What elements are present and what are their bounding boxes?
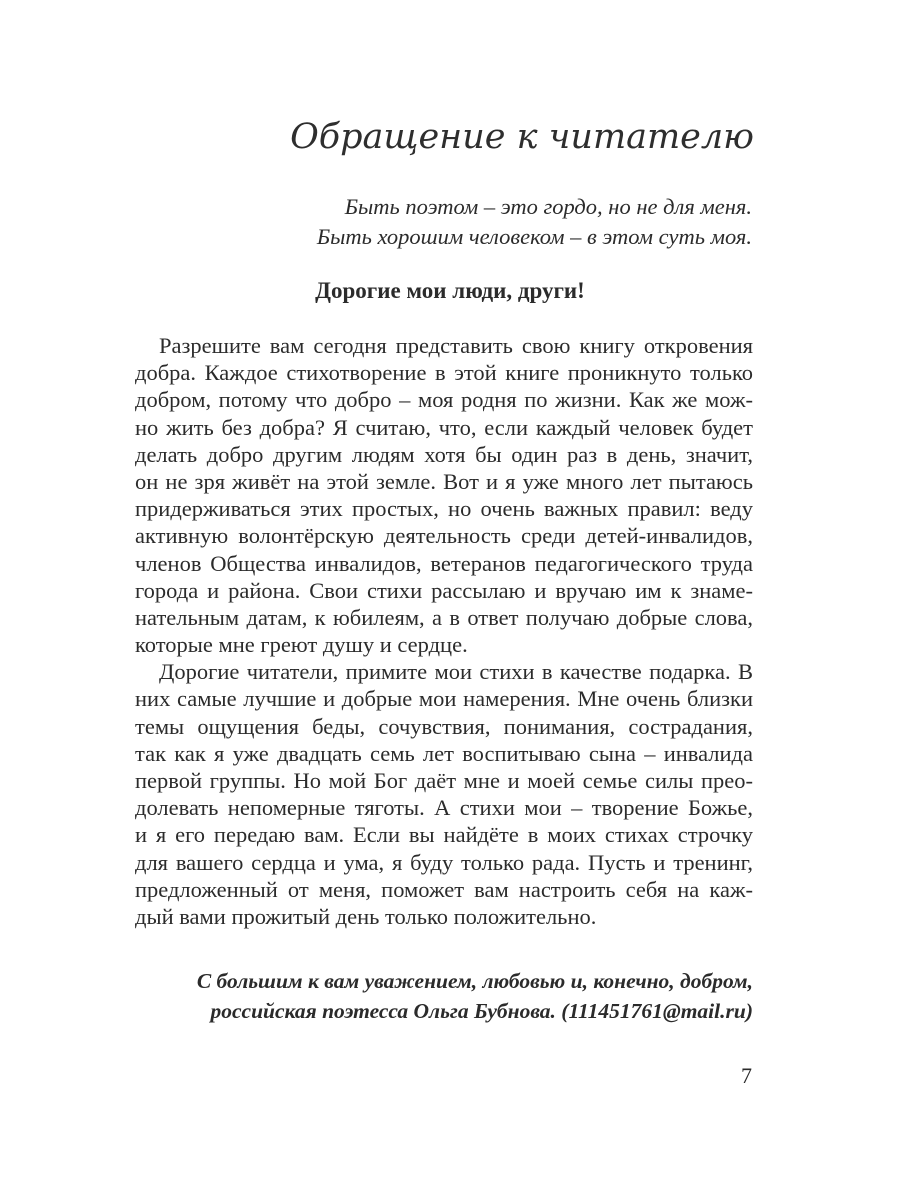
epigraph-line: Быть хорошим человеком – в этом суть моя. [316, 224, 752, 249]
body-text [135, 332, 753, 930]
paragraph-2 [135, 658, 753, 930]
text-line: для вашего сердца и ума, я буду только рада. Пусть и тренинг, [135, 849, 753, 875]
text-line: придерживаться этих простых, но очень важных правил: веду [135, 496, 753, 522]
paragraph-1 [135, 332, 753, 658]
text-line: и я его передаю вам. Если вы найдёте в моих стихах строчку [135, 822, 753, 848]
text-line: так как я уже двадцать семь лет воспитываю сына – инвалида [135, 740, 753, 766]
text-line: добра. Каждое стихотворение в этой книге проникнуто только [135, 360, 753, 386]
epigraph [152, 192, 752, 252]
signature [113, 966, 753, 1026]
text-line: города и района. Свои стихи рассылаю и вручаю им к знаме- [135, 577, 753, 603]
text-line: темы ощущения беды, сочувствия, понимания, сострадания, [135, 713, 753, 739]
text-line: первой группы. Но мой Бог даёт мне и моей семье силы прео- [135, 768, 753, 793]
text-line: добром, потому что добро – моя родня по жизни. Как же мож- [135, 387, 753, 413]
text-line: он не зря живёт на этой земле. Вот и я уже много лет пытаюсь [135, 468, 753, 494]
page-title: Обращение к читателю [290, 117, 754, 157]
text-line: членов Общества инвалидов, ветеранов педагогического труда [135, 550, 753, 576]
text-line: долевать непомерные тяготы. А стихи мои – творение Божье, [135, 795, 753, 821]
text-line: них самые лучшие и добрые мои намерения. Мне очень близки [135, 686, 753, 712]
text-line: но жить без добра? Я считаю, что, если каждый человек будет [135, 414, 753, 440]
text-line: Дорогие читатели, примите мои стихи в качестве подарка. В [159, 659, 753, 685]
text-line: нательным датам, к юбилеям, а в ответ получаю добрые слова, [135, 604, 753, 630]
signature-line: российская поэтесса Ольга Бубнова. (111451761@mail.ru) [210, 999, 753, 1023]
text-line: Разрешите вам сегодня представить свою книгу откровения [159, 333, 753, 358]
page-number: 7 [741, 1063, 752, 1088]
text-line: активную волонтёрскую деятельность среди детей-инвалидов, [135, 523, 753, 549]
greeting-heading: Дорогие мои люди, други! [315, 278, 585, 303]
text-line: делать добро другим людям хотя бы один раз в день, значит, [135, 441, 753, 467]
epigraph-line: Быть поэтом – это гордо, но не для меня. [344, 194, 752, 219]
text-line: дый вами прожитый день только положительно. [135, 903, 597, 929]
text-line: предложенный от меня, поможет вам настроить себя на каж- [135, 876, 753, 902]
signature-line: С большим к вам уважением, любовью и, конечно, добром, [196, 969, 753, 993]
text-line: которые мне греют душу и сердце. [135, 632, 468, 658]
